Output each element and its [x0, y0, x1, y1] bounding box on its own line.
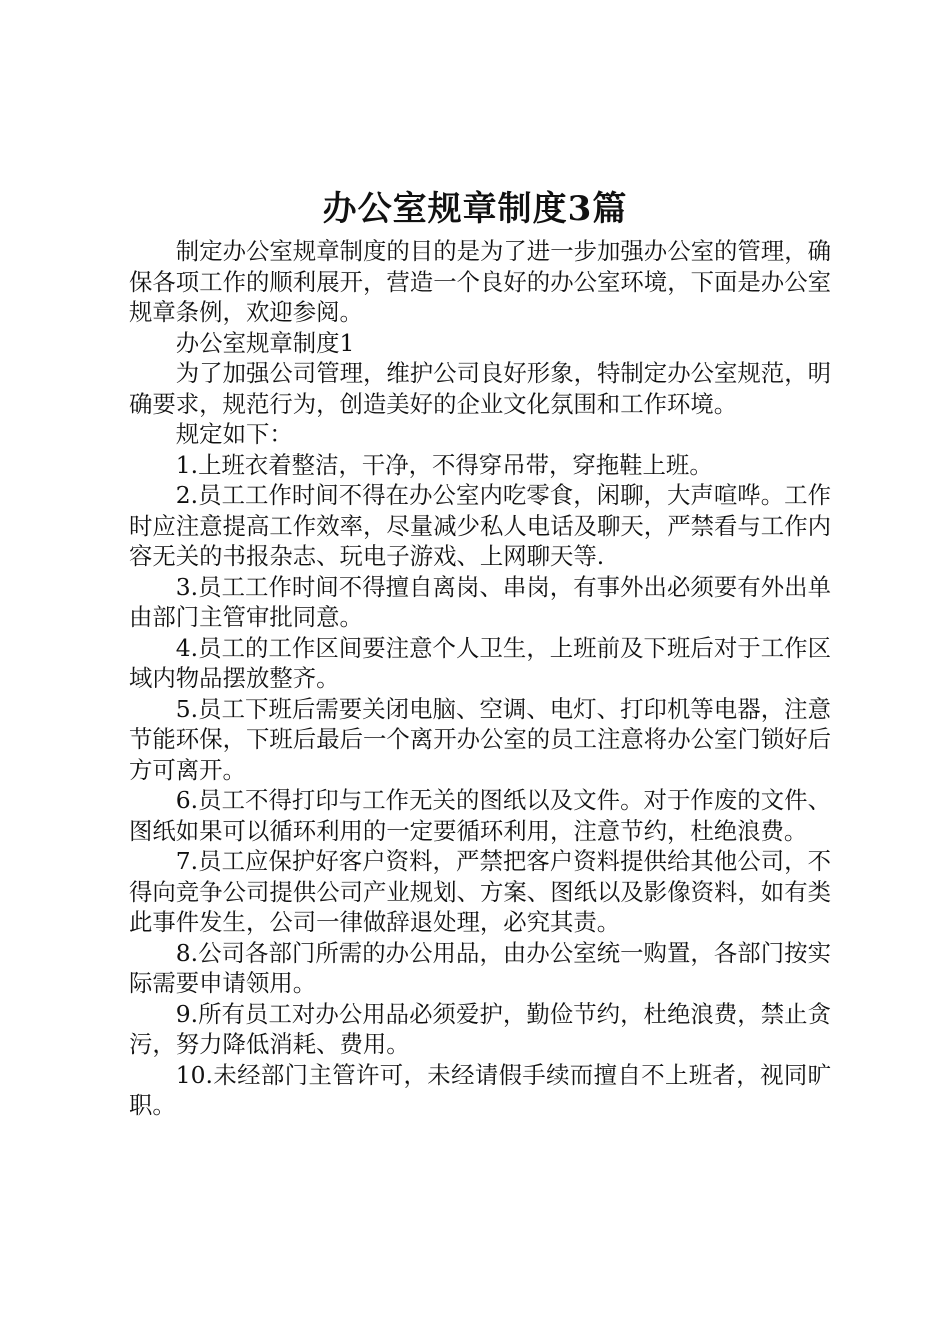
rule-item: 8.公司各部门所需的办公用品，由办公室统一购置，各部门按实际需要申请领用。 [129, 938, 831, 997]
intro-paragraph: 制定办公室规章制度的目的是为了进一步加强办公室的管理，确保各项工作的顺利展开，营造一个良好的办公室环境，下面是办公室规章条例，欢迎参阅。 [129, 237, 831, 326]
document-title: 办公室规章制度3篇 [322, 189, 628, 229]
rules-lead-in: 规定如下： [175, 420, 293, 448]
rule-item: 9.所有员工对办公用品必须爱护，勤俭节约，杜绝浪费，禁止贪污，努力降低消耗、费用。 [129, 999, 831, 1058]
rule-item: 3.员工工作时间不得擅自离岗、串岗，有事外出必须要有外出单由部门主管审批同意。 [129, 572, 831, 631]
rule-item: 1.上班衣着整洁，干净，不得穿吊带，穿拖鞋上班。 [175, 450, 713, 479]
rule-item: 7.员工应保护好客户资料，严禁把客户资料提供给其他公司，不得向竞争公司提供公司产业规划、方案、图纸以及影像资料，如有类此事件发生，公司一律做辞退处理，必究其责。 [129, 847, 831, 936]
rule-item: 10.未经部门主管许可，未经请假手续而擅自不上班者，视同旷职。 [129, 1060, 831, 1119]
rule-item: 2.员工工作时间不得在办公室内吃零食，闲聊，大声喧哗。工作时应注意提高工作效率，尽量减少私人电话及聊天，严禁看与工作内容无关的书报杂志、玩电子游戏、上网聊天等. [129, 481, 831, 570]
purpose-paragraph: 为了加强公司管理，维护公司良好形象，特制定办公室规范，明确要求，规范行为，创造美好的企业文化氛围和工作环境。 [129, 359, 831, 418]
section-heading: 办公室规章制度1 [175, 328, 355, 357]
document-body [129, 236, 831, 1121]
rule-item: 5.员工下班后需要关闭电脑、空调、电灯、打印机等电器，注意节能环保，下班后最后一个离开办公室的员工注意将办公室门锁好后方可离开。 [129, 694, 831, 784]
rule-item: 4.员工的工作区间要注意个人卫生，上班前及下班后对于工作区域内物品摆放整齐。 [129, 633, 831, 692]
rule-item: 6.员工不得打印与工作无关的图纸以及文件。对于作废的文件、图纸如果可以循环利用的一定要循环利用，注意节约，杜绝浪费。 [129, 786, 831, 845]
